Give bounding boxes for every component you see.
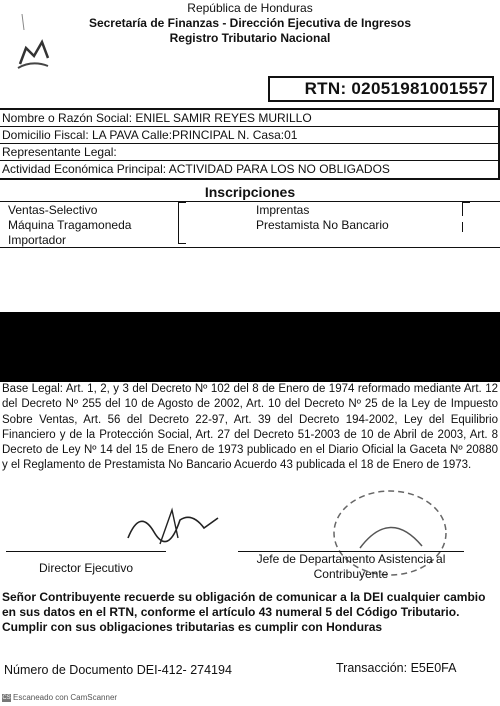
inscripcion-item: Máquina Tragamoneda (8, 218, 132, 232)
jefe-label-line2: Contribuyente (313, 567, 389, 581)
director-label: Director Ejecutivo (38, 561, 134, 575)
jefe-label-line1: Jefe de Departamento Asistencia al (256, 552, 446, 566)
inscripciones-title: Inscripciones (204, 184, 296, 200)
legal-basis-text: Base Legal: Art. 1, 2, y 3 del Decreto Nº 102 del 8 de Enero de 1974 reformado mediante Art. 12 del Decreto Nº 255 del 10 de Agosto de 2002, Art. 10 del Decreto Nº 25 de la Ley de Impuesto Sobre Ventas, Art. 56 del Decreto 22-97, Art. 39 del Decreto 194-2002, Ley del Equilibrio Financiero y de la Protección Social, Art. 27 del Decreto 51-2003 de 10 de Abril de 2003, Art. 8 Decreto de Ley Nº 14 del 15 de Enero de 1973 publicado en el Diario Oficial la Gaceta Nº 20880 y el Reglamento de Prestamista No Bancario Acuerdo 43 publicada el 18 de Enero de 1973. (2, 383, 498, 472)
redaction-bar (0, 312, 500, 382)
camscanner-logo-icon: CS (2, 694, 11, 701)
inscripcion-item: Imprentas (256, 203, 310, 217)
column-bracket (462, 222, 463, 232)
inscripcion-item: Ventas-Selectivo (8, 203, 98, 217)
inscripciones-top-line (0, 201, 500, 202)
field-actividad: Actividad Económica Principal: ACTIVIDAD PARA LOS NO OBLIGADOS (2, 162, 390, 176)
column-bracket-tick (178, 243, 186, 244)
scanner-watermark (2, 693, 117, 702)
field-domicilio: Domicilio Fiscal: LA PAVA Calle:PRINCIPAL N. Casa:01 (2, 128, 298, 142)
column-bracket-tick (462, 202, 470, 203)
header-country: República de Honduras (187, 1, 313, 15)
signature-line-left (6, 551, 166, 552)
document-number: Número de Documento DEI-412- 274194 (4, 663, 232, 677)
inscripcion-item: Importador (8, 233, 67, 247)
column-bracket (178, 202, 179, 244)
field-divider (0, 126, 500, 127)
signature-scribble (120, 498, 240, 558)
column-bracket-tick (178, 202, 186, 203)
frame-top-border (0, 108, 500, 110)
frame-bottom-border (0, 178, 500, 180)
field-divider (0, 143, 500, 144)
column-bracket (462, 202, 463, 216)
taxpayer-notice: Señor Contribuyente recuerde su obligación de comunicar a la DEI cualquier cambio en sus datos en el RTN, conforme el artículo 43 numeral 5 del Código Tributario. Cumplir con sus obligaciones tributarias es cumplir con Honduras (2, 590, 486, 634)
field-representante: Representante Legal: (2, 145, 117, 159)
field-divider (0, 160, 500, 161)
header-agency: Secretaría de Finanzas - Dirección Ejecutiva de Ingresos (88, 16, 412, 30)
transaction-code: Transacción: E5E0FA (336, 661, 457, 675)
field-nombre: Nombre o Razón Social: ENIEL SAMIR REYES MURILLO (2, 111, 312, 125)
inscripcion-item: Prestamista No Bancario (256, 218, 389, 232)
scanner-text: Escaneado con CamScanner (13, 693, 118, 702)
inscripciones-bottom-line (0, 247, 500, 248)
rtn-number: RTN: 02051981001557 (268, 76, 494, 102)
header-registry: Registro Tributario Nacional (169, 31, 331, 45)
